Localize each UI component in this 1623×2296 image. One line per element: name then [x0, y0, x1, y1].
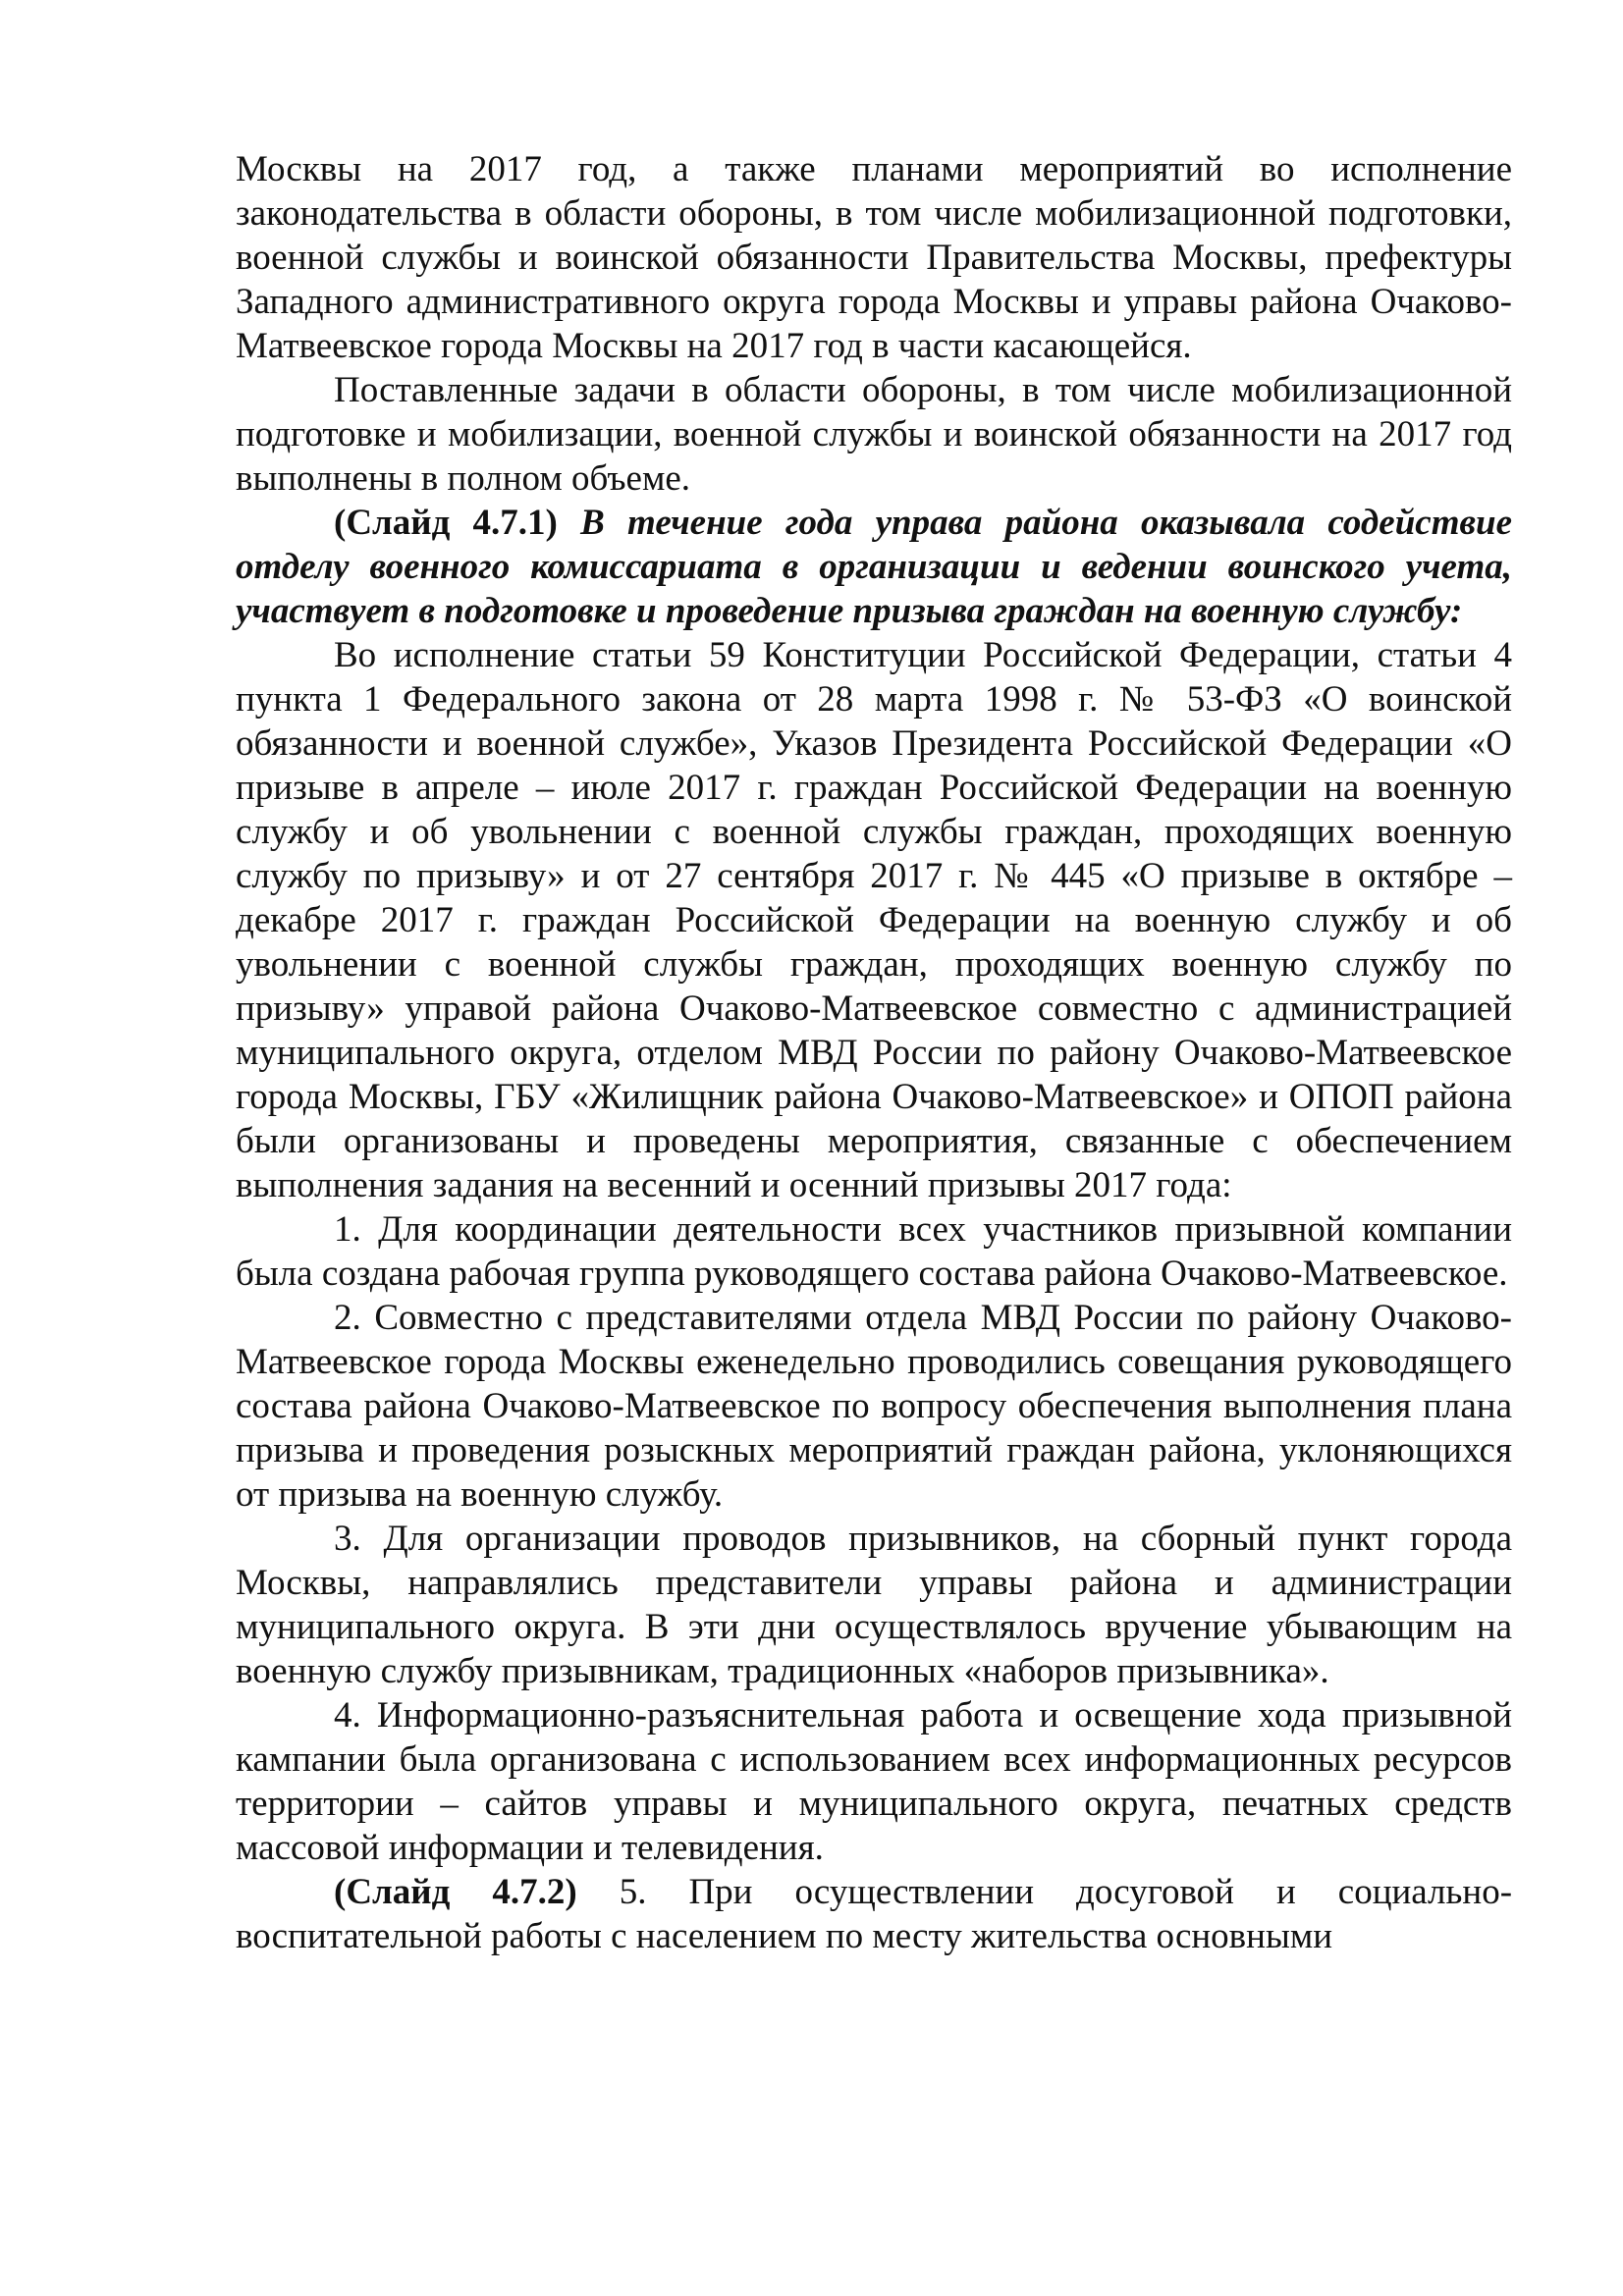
list-item-5: 5. При осуществлении досуговой и социально-воспитательной работы с населением по месту жительства основными	[236, 1872, 1513, 1956]
slide-reference: (Слайд 4.7.1)	[334, 503, 558, 543]
list-item-1: 1. Для координации деятельности всех участников призывной компании была создана рабочая группа руководящего состава района Очаково-Матвеевское.	[236, 1209, 1512, 1294]
slide-reference: (Слайд 4.7.2)	[334, 1872, 577, 1912]
document-page	[236, 147, 1512, 1958]
emphasized-statement: В течение года управа района оказывала содействие отделу военного комиссариата в организации и ведении воинского учета, участвует в подготовке и проведение призыва граждан на военную службу:	[236, 503, 1513, 631]
list-item-2: 2. Совместно с представителями отдела МВД России по району Очаково-Матвеевское города Москвы еженедельно проводились совещания руководящего состава района Очаково-Матвеевское по вопросу обеспечения выполнения плана призыва и проведения розыскных мероприятий граждан района, уклоняющихся от призыва на военную службу.	[236, 1298, 1512, 1515]
list-item-4: 4. Информационно-разъяснительная работа и освещение хода призывной кампании была организована с использованием всех информационных ресурсов территории – сайтов управы и муниципального округа, печатных средств массовой информации и телевидения.	[236, 1695, 1512, 1868]
paragraph-slide-4-7-1	[236, 501, 1512, 633]
paragraph-tasks-completed: Поставленные задачи в области обороны, в том числе мобилизационной подготовке и мобилизации, военной службы и воинской обязанности на 2017 год выполнены в полном объеме.	[236, 370, 1512, 499]
list-item-3: 3. Для организации проводов призывников, на сборный пункт города Москвы, направлялись представители управы района и администрации муниципального округа. В эти дни осуществлялось вручение убывающим на военную службу призывникам, традиционных «наборов призывника».	[236, 1519, 1512, 1691]
paragraph-legal-basis: Во исполнение статьи 59 Конституции Российской Федерации, статьи 4 пункта 1 Федерального закона от 28 марта 1998 г. № 53-ФЗ «О воинской обязанности и военной службе», Указов Президента Российской Федерации «О призыве в апреле – июле 2017 г. граждан Российской Федерации на военную службу и об увольнении с военной службы граждан, проходящих военную службу по призыву» и от 27 сентября 2017 г. № 445 «О призыве в октябре – декабре 2017 г. граждан Российской Федерации на военную службу и об увольнении с военной службы граждан, проходящих военную службу по призыву» управой района Очаково-Матвеевское совместно с администрацией муниципального округа, отделом МВД России по району Очаково-Матвеевское города Москвы, ГБУ «Жилищник района Очаково-Матвеевское» и ОПОП района были организованы и проведены мероприятия, связанные с обеспечением выполнения задания на весенний и осенний призывы 2017 года:	[236, 635, 1512, 1205]
paragraph-continuation: Москвы на 2017 год, а также планами мероприятий во исполнение законодательства в области обороны, в том числе мобилизационной подготовки, военной службы и воинской обязанности Правительства Москвы, префектуры Западного административного округа города Москвы и управы района Очаково-Матвеевское города Москвы на 2017 год в части касающейся.	[236, 149, 1512, 366]
paragraph-slide-4-7-2	[236, 1870, 1512, 1958]
